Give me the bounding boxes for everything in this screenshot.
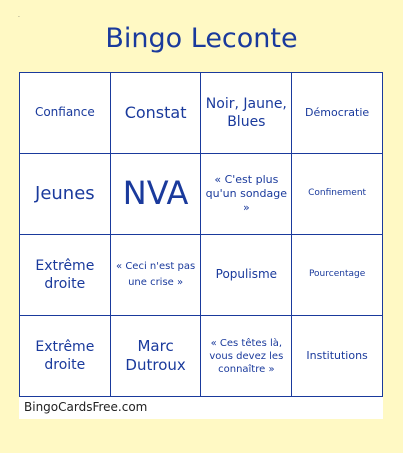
bingo-cell-ces-tetes[interactable]: « Ces têtes là, vous devez les connaître » [201, 316, 292, 397]
footer-credit: BingoCardsFree.com [24, 400, 148, 414]
bingo-cell-confiance[interactable]: Confiance [20, 73, 111, 154]
bingo-cell-institutions[interactable]: Institutions [292, 316, 383, 397]
grid-row [20, 316, 383, 397]
bingo-grid [19, 72, 383, 397]
bingo-cell-confinement[interactable]: Confinement [292, 154, 383, 235]
grid-row [20, 235, 383, 316]
grid-row [20, 73, 383, 154]
page-title: Bingo Leconte [105, 23, 298, 54]
bingo-cell-extreme-droite-2[interactable]: Extrême droite [20, 316, 111, 397]
bingo-cell-jeunes[interactable]: Jeunes [20, 154, 111, 235]
bingo-cell-sondage[interactable]: « C'est plus qu'un sondage » [201, 154, 292, 235]
grid-row [20, 154, 383, 235]
bingo-cell-pourcentage[interactable]: Pourcentage [292, 235, 383, 316]
bingo-cell-democratie[interactable]: Démocratie [292, 73, 383, 154]
bingo-cell-noir-jaune-blues[interactable]: Noir, Jaune, Blues [201, 73, 292, 154]
bingo-cell-extreme-droite[interactable]: Extrême droite [20, 235, 111, 316]
corner-mark: · [18, 14, 20, 21]
bingo-cell-pas-une-crise[interactable]: « Ceci n'est pas une crise » [110, 235, 201, 316]
bingo-cell-populisme[interactable]: Populisme [201, 235, 292, 316]
bingo-cell-nva[interactable]: NVA [110, 154, 201, 235]
bingo-card [19, 72, 383, 419]
bingo-cell-marc-dutroux[interactable]: Marc Dutroux [110, 316, 201, 397]
bingo-cell-constat[interactable]: Constat [110, 73, 201, 154]
